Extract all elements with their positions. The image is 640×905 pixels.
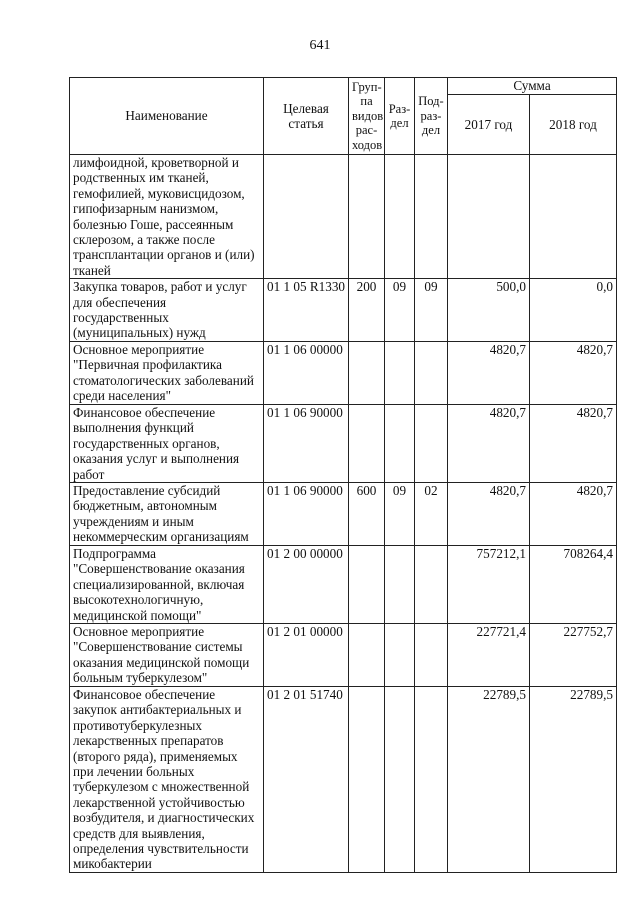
cell-2017: 4820,7 (448, 404, 530, 482)
cell-2017: 4820,7 (448, 482, 530, 545)
cell-2018: 227752,7 (530, 623, 617, 686)
cell-name: Основное мероприятие "Совершенствование системы оказания медицинской помощи больным туберкулезом" (70, 623, 264, 686)
cell-2017: 757212,1 (448, 545, 530, 623)
cell-2018: 4820,7 (530, 341, 617, 404)
header-year-2018: 2018 год (530, 95, 617, 155)
cell-subsection: 02 (415, 482, 448, 545)
header-section: Раз-дел (385, 78, 415, 155)
header-group: Груп-па видов рас-ходов (349, 78, 385, 155)
cell-group: 600 (349, 482, 385, 545)
header-target: Целевая статья (264, 78, 349, 155)
header-subsection: Под-раз-дел (415, 78, 448, 155)
cell-code: 01 2 01 00000 (264, 623, 349, 686)
header-name: Наименование (70, 78, 264, 155)
cell-code: 01 1 06 90000 (264, 404, 349, 482)
cell-2017: 22789,5 (448, 686, 530, 872)
cell-section (385, 341, 415, 404)
cell-2017: 500,0 (448, 279, 530, 342)
cell-subsection (415, 404, 448, 482)
table-row (70, 155, 617, 279)
cell-name: Основное мероприятие "Первичная профилактика стоматологических заболеваний среди населения" (70, 341, 264, 404)
cell-group (349, 623, 385, 686)
table-row (70, 404, 617, 482)
cell-section (385, 686, 415, 872)
cell-2017: 4820,7 (448, 341, 530, 404)
cell-group (349, 341, 385, 404)
cell-section (385, 155, 415, 279)
header-sum: Сумма (448, 78, 617, 95)
table-row (70, 482, 617, 545)
cell-group (349, 404, 385, 482)
cell-group (349, 545, 385, 623)
cell-2018: 22789,5 (530, 686, 617, 872)
cell-2018: 4820,7 (530, 482, 617, 545)
table-row (70, 686, 617, 872)
cell-code: 01 1 06 90000 (264, 482, 349, 545)
table-row (70, 279, 617, 342)
cell-name: Предоставление субсидий бюджетным, автономным учреждениям и иным некоммерческим организациям (70, 482, 264, 545)
cell-subsection (415, 545, 448, 623)
table-row (70, 341, 617, 404)
cell-2018 (530, 155, 617, 279)
cell-2017: 227721,4 (448, 623, 530, 686)
cell-name: Финансовое обеспечение выполнения функций государственных органов, оказания услуг и выполнения работ (70, 404, 264, 482)
cell-2018: 0,0 (530, 279, 617, 342)
cell-2018: 4820,7 (530, 404, 617, 482)
cell-subsection (415, 686, 448, 872)
cell-section (385, 545, 415, 623)
budget-table (69, 77, 617, 873)
cell-2017 (448, 155, 530, 279)
cell-section (385, 623, 415, 686)
table-row (70, 545, 617, 623)
cell-subsection: 09 (415, 279, 448, 342)
cell-subsection (415, 155, 448, 279)
header-year-2017: 2017 год (448, 95, 530, 155)
cell-2018: 708264,4 (530, 545, 617, 623)
cell-group (349, 686, 385, 872)
cell-section (385, 404, 415, 482)
cell-subsection (415, 341, 448, 404)
cell-group: 200 (349, 279, 385, 342)
cell-section: 09 (385, 482, 415, 545)
page-number: 641 (309, 38, 331, 53)
cell-code (264, 155, 349, 279)
cell-name: лимфоидной, кроветворной и родственных им тканей, гемофилией, муковисцидозом, гипофизарным нанизмом, болезнью Гоше, рассеянным склерозом, а также после трансплантации органов и (или) тканей (70, 155, 264, 279)
cell-code: 01 2 01 51740 (264, 686, 349, 872)
cell-group (349, 155, 385, 279)
cell-code: 01 1 05 R1330 (264, 279, 349, 342)
cell-name: Закупка товаров, работ и услуг для обеспечения государственных (муниципальных) нужд (70, 279, 264, 342)
cell-section: 09 (385, 279, 415, 342)
cell-name: Финансовое обеспечение закупок антибактериальных и противотуберкулезных лекарственных препаратов (второго ряда), применяемых при лечении больных туберкулезом с множественной лекарственной устойчивостью возбудителя, и диагностических средств для выявления, определения чувствительности микобактерии (70, 686, 264, 872)
cell-name: Подпрограмма "Совершенствование оказания специализированной, включая высокотехнологичную, медицинской помощи" (70, 545, 264, 623)
table-row (70, 623, 617, 686)
cell-code: 01 2 00 00000 (264, 545, 349, 623)
cell-code: 01 1 06 00000 (264, 341, 349, 404)
cell-subsection (415, 623, 448, 686)
